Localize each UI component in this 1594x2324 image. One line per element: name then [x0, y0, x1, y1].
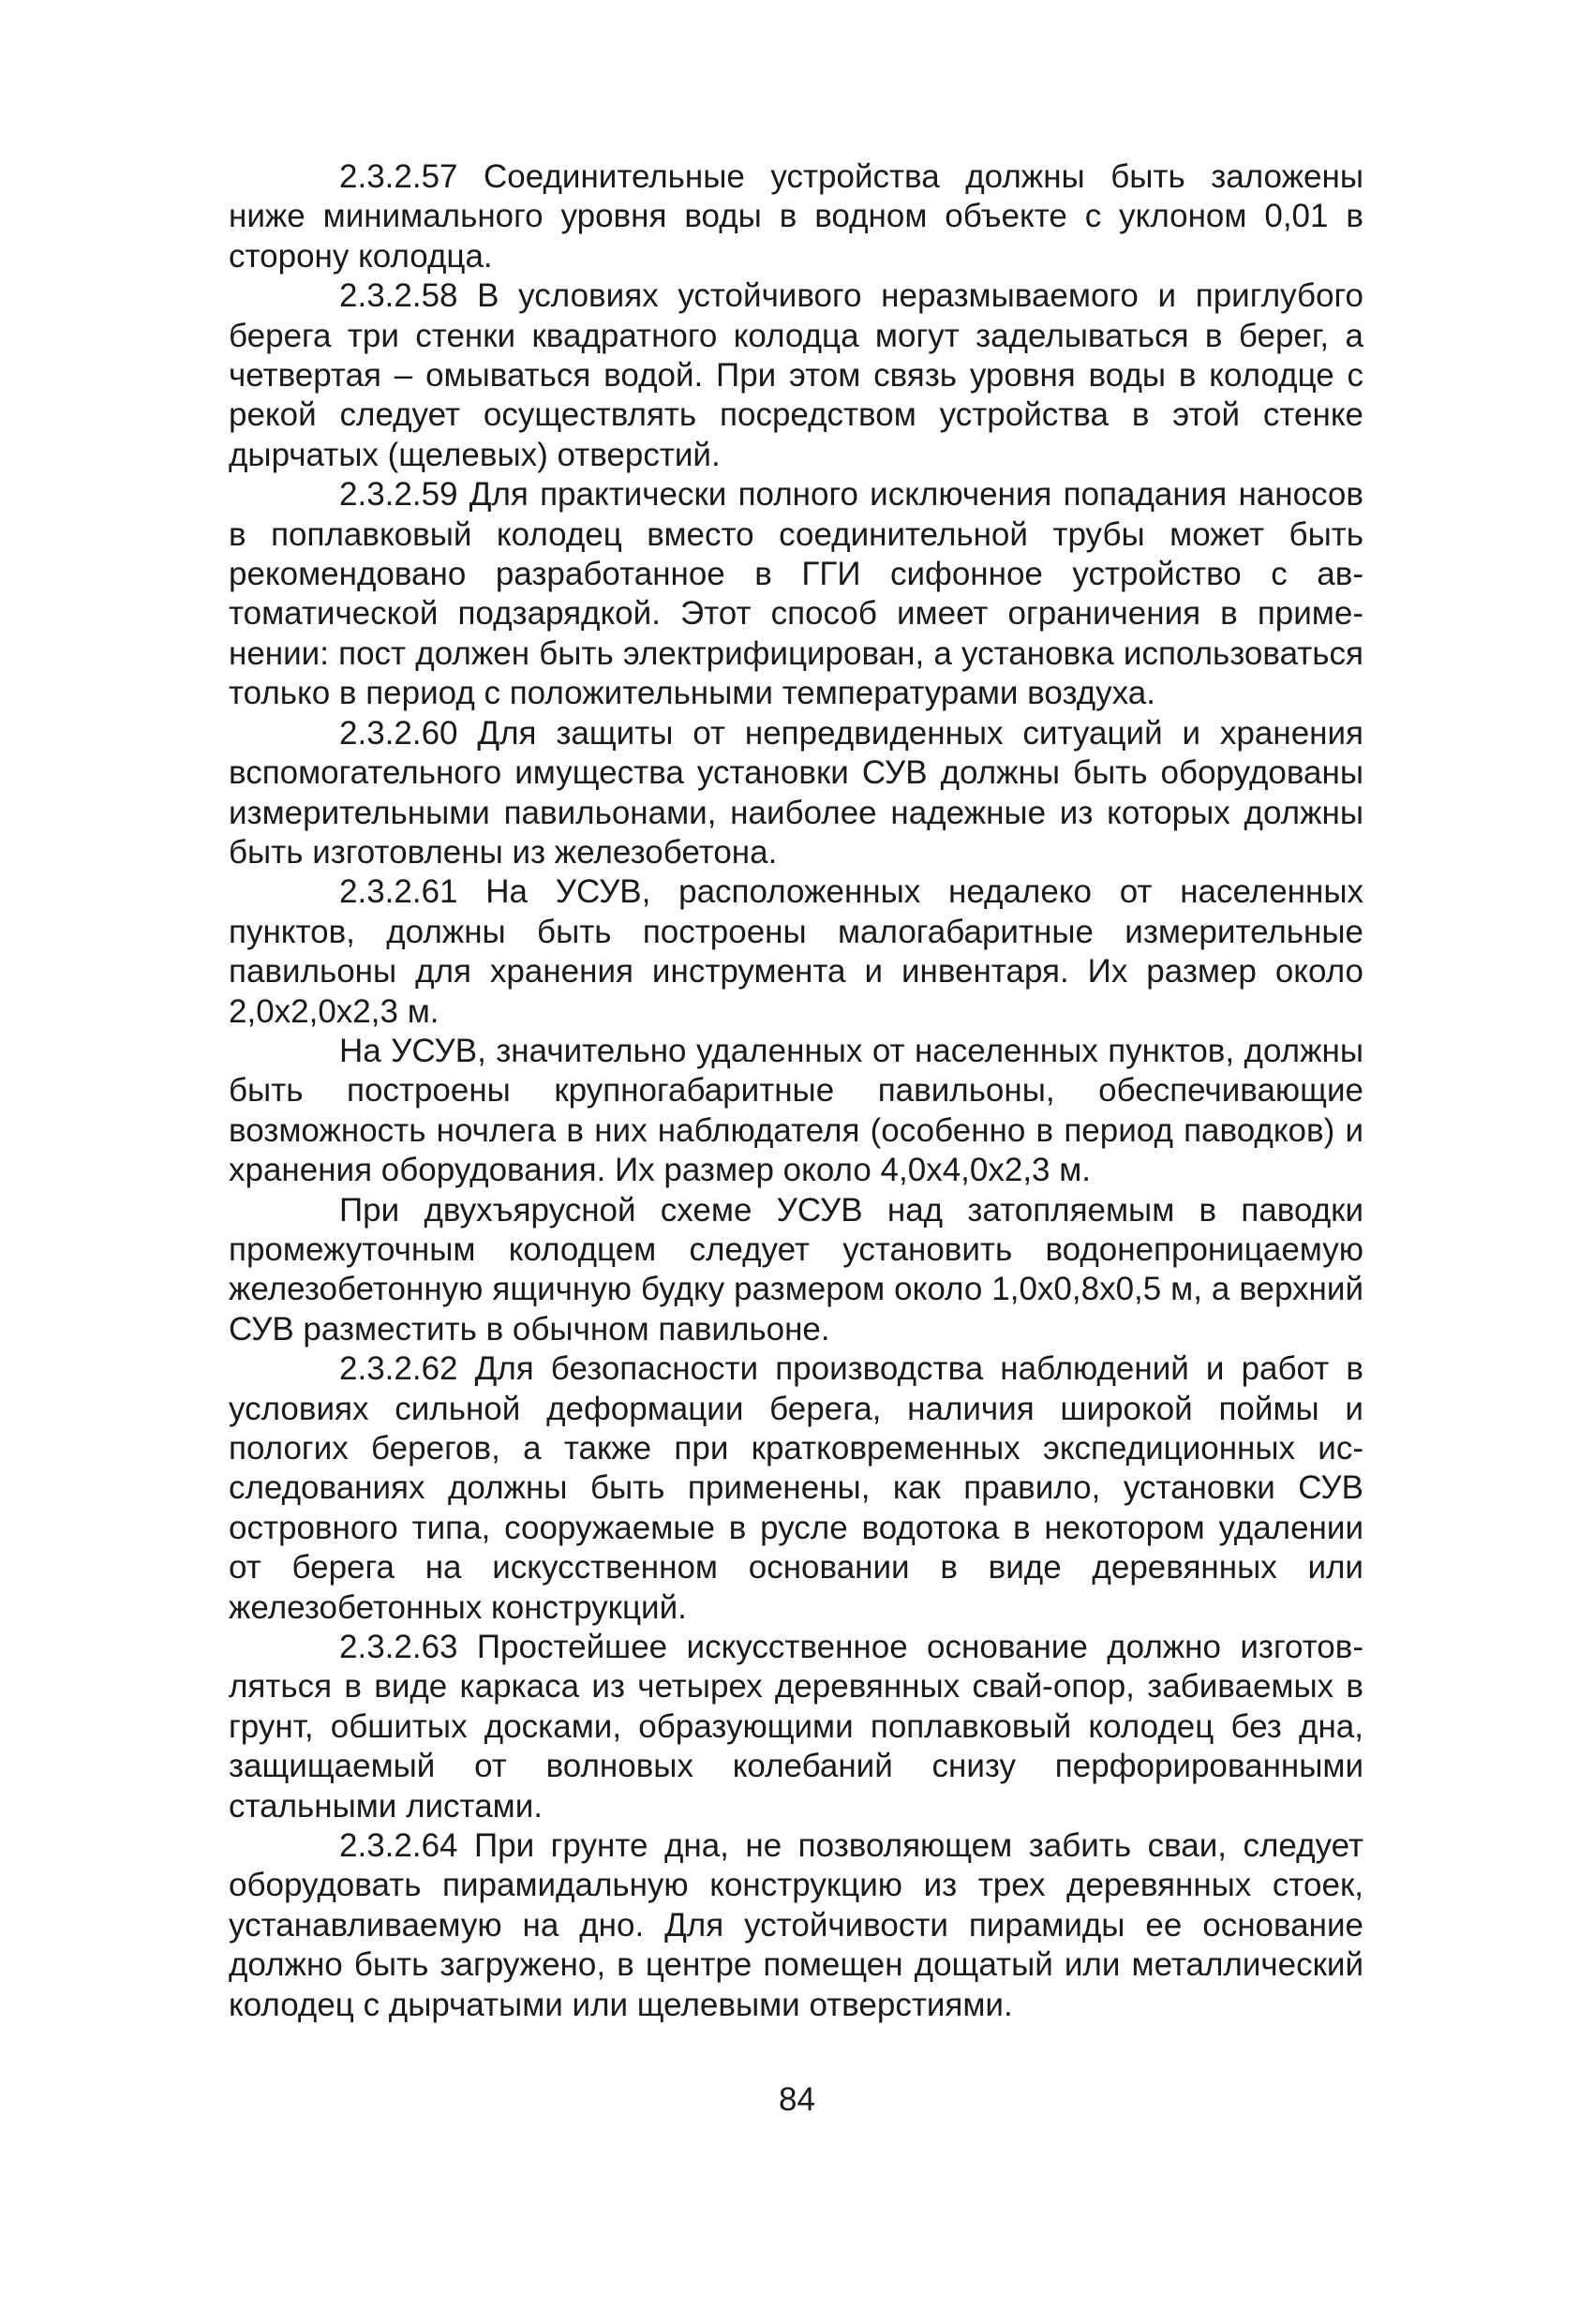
paragraph-2-3-2-59: 2.3.2.59 Для практически полного исключения попадания наносов в поплавковый колодец вместо соединительной трубы может быть рекомендовано разработанное в ГГИ сифонное устройство с автоматической подзарядкой. Этот способ имеет ограничения в применении: пост должен быть электрифицирован, а установка использоваться только в период с положительными температурами воздуха. [229, 476, 1363, 712]
paragraph-2-3-2-62: 2.3.2.62 Для безопасности производства наблюдений и работ в условиях сильной деформации берега, наличия широкой поймы и пологих берегов, а также при кратковременных экспедиционных исследованиях должны быть применены, как правило, установки СУВ островного типа, сооружаемые в русле водотока в некотором удалении от берега на искусственном основании в виде деревянных или железобетонных конструкций. [229, 1350, 1363, 1626]
body-text [229, 157, 1363, 2025]
paragraph-2-3-2-64: 2.3.2.64 При грунте дна, не позволяющем забить сваи, следует оборудовать пирамидальную конструкцию из трех деревянных стоек, устанавливаемую на дно. Для устойчивости пирамиды ее основание должно быть загружено, в центре помещен дощатый или металлический колодец с дырчатыми или щелевыми отверстиями. [229, 1827, 1363, 2023]
paragraph-two-tier-scheme: При двухъярусной схеме УСУВ над затопляемым в паводки промежуточным колодцем следует установить водонепроницаемую железобетонную ящичную будку размером около 1,0х0,8х0,5 м, а верхний СУВ разместить в обычном павильоне. [229, 1191, 1363, 1348]
paragraph-remote-pavilions: На УСУВ, значительно удаленных от населенных пунктов, должны быть построены крупногабаритные павильоны, обеспечивающие возможность ночлега в них наблюдателя (особенно в период паводков) и хранения оборудования. Их размер около 4,0х4,0х2,3 м. [229, 1032, 1363, 1189]
paragraph-2-3-2-57: 2.3.2.57 Соединительные устройства должны быть заложены ниже минимального уровня воды в водном объекте с уклоном 0,01 в сторону колодца. [229, 158, 1363, 275]
paragraph-2-3-2-63: 2.3.2.63 Простейшее искусственное основание должно изготовляться в виде каркаса из четырех деревянных свай-опор, забиваемых в грунт, обшитых досками, образующими поплавковый колодец без дна, защищаемый от волновых колебаний снизу перфорированными стальными листами. [229, 1629, 1363, 1825]
paragraph-2-3-2-60: 2.3.2.60 Для защиты от непредвиденных ситуаций и хранения вспомогательного имущества установки СУВ должны быть оборудованы измерительными павильонами, наиболее надежные из которых должны быть изготовлены из железобетона. [229, 714, 1363, 871]
paragraph-2-3-2-58: 2.3.2.58 В условиях устойчивого неразмываемого и приглубого берега три стенки квадратного колодца могут заделываться в берег, а четвертая – омываться водой. При этом связь уровня воды в колодце с рекой следует осуществлять посредством устройства в этой стенке дырчатых (щелевых) отверстий. [229, 277, 1363, 473]
page-number: 84 [779, 2081, 815, 2118]
paragraph-2-3-2-61: 2.3.2.61 На УСУВ, расположенных недалеко от населенных пунктов, должны быть построены малогабаритные измерительные павильоны для хранения инструмента и инвентаря. Их размер около 2,0х2,0х2,3 м. [229, 873, 1363, 1030]
